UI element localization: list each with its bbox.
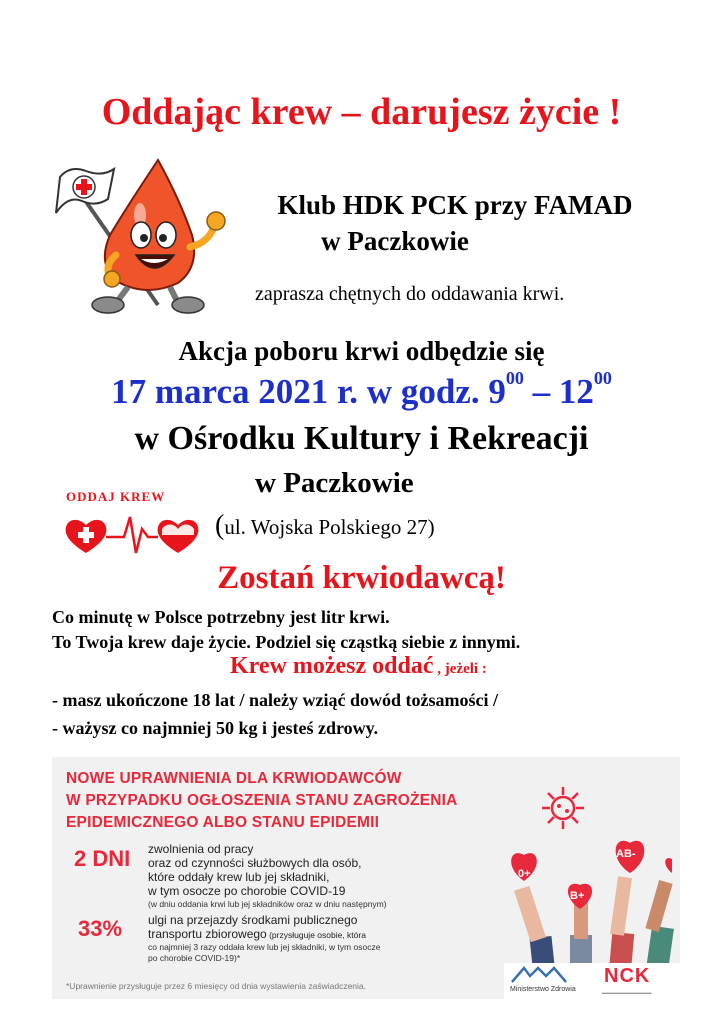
percent-line-3: co najmniej 3 razy oddała krew lub jej składniki, w tym osocze — [148, 942, 381, 952]
club-location: w Paczkowie — [321, 226, 469, 256]
event-address: (ul. Wojska Polskiego 27) — [215, 510, 435, 541]
condition-age: - masz ukończone 18 lat / należy wziąć dowód tożsamości / — [52, 690, 498, 710]
nck-logo-bar: ▬▬▬▬▬▬▬▬▬▬▬ — [602, 990, 652, 995]
partner-logos — [504, 963, 680, 999]
days-note: (w dniu oddania krwi lub jej składników oraz w dniu następnym) — [148, 899, 387, 909]
days-value: 2 DNI — [74, 846, 131, 871]
percent-line-2: transportu zbiorowego (przysługuje osobie, która — [148, 927, 366, 941]
invite-text: zaprasza chętnych do oddawania krwi. — [255, 283, 565, 305]
oddaj-krew-text: ODDAJ KREW — [66, 489, 166, 504]
action-heading: Akcja poboru krwi odbędzie się — [178, 336, 545, 366]
donor-rights-banner — [52, 757, 680, 999]
banner-title-2: W PRZYPADKU OGŁOSZENIA STANU ZAGROŻENIA — [66, 792, 458, 809]
percent-value: 33% — [78, 916, 123, 941]
banner-footnote: *Uprawnienie przysługuje przez 6 miesięcy od dnia wystawienia zaświadczenia. — [66, 981, 367, 991]
oddaj-krew-logo — [62, 483, 202, 563]
heart-label: AB- — [616, 848, 636, 860]
info-line-2: To Twoja krew daje życie. Podziel się cząstką siebie z innymi. — [52, 632, 521, 652]
nck-logo-text: NCK — [604, 965, 651, 987]
event-town: w Paczkowie — [255, 467, 414, 499]
headline: Oddając krew – darujesz życie ! — [101, 91, 622, 133]
banner-title-1: NOWE UPRAWNIENIA DLA KRWIODAWCÓW — [66, 770, 402, 787]
hands-with-hearts-icon — [502, 817, 680, 985]
percent-line-4: po chorobie COVID-19)* — [148, 953, 241, 963]
become-donor-heading: Zostań krwiodawcą! — [217, 560, 506, 596]
heartbeat-hearts-icon — [62, 509, 202, 559]
ministry-logo-text: Ministerstwo Zdrowia — [510, 986, 576, 993]
ministry-logo-icon — [510, 964, 570, 984]
donate-conditions-heading: Krew możesz oddać , jeżeli : — [230, 653, 487, 679]
days-line-4: w tym osocze po chorobie COVID-19 — [148, 884, 346, 898]
event-place: w Ośrodku Kultury i Rekreacji — [134, 420, 589, 457]
heart-label: B+ — [570, 890, 585, 902]
days-line-1: zwolnienia od pracy — [148, 842, 254, 856]
club-name: Klub HDK PCK przy FAMAD — [277, 190, 633, 220]
days-line-2: oraz od czynności służbowych dla osób, — [148, 856, 362, 870]
event-date: 17 marca 2021 r. w godz. $9^{00} - 12^{00}$ — [111, 368, 612, 411]
percent-line-1: ulgi na przejazdy środkami publicznego — [148, 913, 358, 927]
heart-label: 0+ — [518, 868, 531, 880]
info-line-1: Co minutę w Polsce potrzebny jest litr krwi. — [52, 607, 390, 627]
blood-drop-mascot-icon — [8, 155, 233, 315]
days-line-3: które oddały krew lub jej składniki, — [148, 870, 330, 884]
banner-title-3: EPIDEMICZNEGO ALBO STANU EPIDEMII — [66, 814, 380, 831]
condition-weight: - ważysz co najmniej 50 kg i jesteś zdrowy. — [52, 718, 379, 738]
